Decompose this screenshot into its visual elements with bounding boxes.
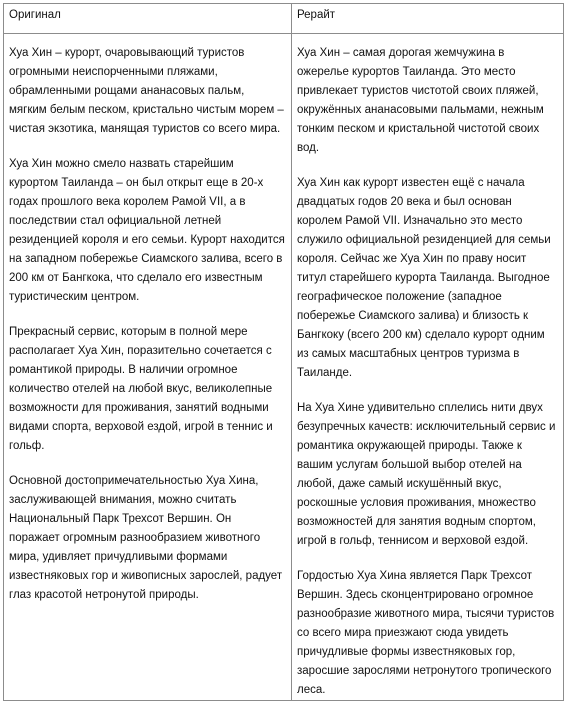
header-rewrite: Рерайт bbox=[292, 4, 564, 34]
original-paragraph-2: Хуа Хин можно смело назвать старейшим курортом Таиланда – он был открыт еще в 20-х годах прошлого века королем Рамой VII, а в последствии стал официальной летней резиденцией короля и его семьи. Курорт находится на западном побережье Сиамского залива, всего в 200 км от Бангкока, что сделало его известным туристическим центром. bbox=[9, 158, 285, 303]
original-cell bbox=[4, 34, 292, 701]
rewrite-paragraph-2: Хуа Хин как курорт известен ещё с начала двадцатых годов 20 века и был основан королем Рамой VII. Изначально это место служило официальной резиденцией для семьи короля. Сейчас же Хуа Хин по праву носит титул старейшего курорта Таиланда. Выгодное географическое положение (западное побережье Сиамского залива) и близость к Бангкоку (всего 200 км) сделало курорт одним из самых масштабных центров туризма в Таиланде. bbox=[297, 177, 551, 379]
rewrite-paragraph-1: Хуа Хин – самая дорогая жемчужина в ожерелье курортов Таиланда. Это место привлекает туристов чистотой своих пляжей, окружённых ананасовыми пальмами, нежным тонким песком и кристальной чистотой своих вод. bbox=[297, 47, 544, 154]
rewrite-paragraph-4: Гордостью Хуа Хина является Парк Трехсот Вершин. Здесь сконцентрировано огромное разнообразие животного мира, тысячи туристов со всего мира приезжают сюда увидеть причудливые формы известняковых гор, заросшие зарослями нетронутого тропического леса. bbox=[297, 570, 555, 696]
rewrite-paragraph-3: На Хуа Хине удивительно сплелись нити двух безупречных качеств: исключительный сервис и романтика окружающей природы. Также к вашим услугам большой выбор отелей на любой, даже самый искушённый вкус, роскошные условия проживания, множество возможностей для занятия водным спортом, игрой в гольф, теннисом и верховой ездой. bbox=[297, 402, 556, 547]
comparison-table bbox=[3, 3, 564, 701]
original-paragraph-1: Хуа Хин – курорт, очаровывающий туристов огромными неиспорченными пляжами, обрамленными рощами ананасовых пальм, мягким белым песком, кристально чистым морем – чистая экзотика, манящая туристов со всего мира. bbox=[9, 47, 284, 135]
table-body-row bbox=[4, 34, 564, 701]
original-paragraph-4: Основной достопримечательностью Хуа Хина, заслуживающей внимания, можно считать Национальный Парк Трехсот Вершин. Он поражает огромным разнообразием животного мира, удивляет причудливыми формами известняковых гор и живописных зарослей, радует глаз красотой нетронутой природы. bbox=[9, 475, 283, 601]
rewrite-cell bbox=[292, 34, 564, 701]
table-header-row bbox=[4, 4, 564, 34]
original-paragraph-3: Прекрасный сервис, которым в полной мере располагает Хуа Хин, поразительно сочетается с романтикой природы. В наличии огромное количество отелей на любой вкус, великолепные возможности для проживания, занятий водными видами спорта, верховой ездой, игрой в теннис и гольф. bbox=[9, 326, 273, 452]
header-original: Оригинал bbox=[4, 4, 292, 34]
